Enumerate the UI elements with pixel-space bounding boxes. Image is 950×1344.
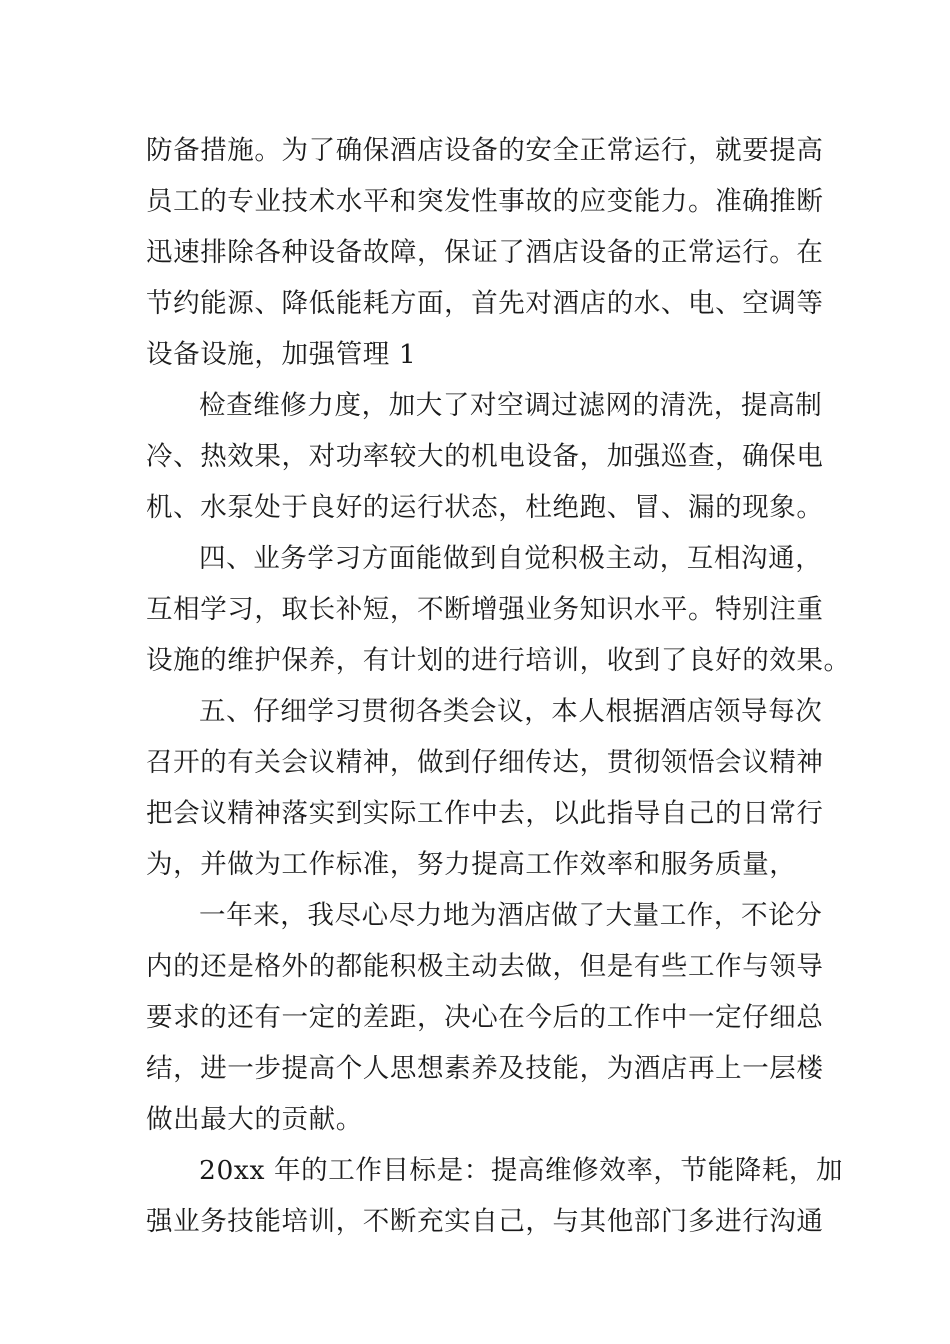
paragraph-start-line: 20xx 年的工作目标是：提高维修效率，节能降耗，加 [199,1155,844,1186]
text-line: 节约能源、降低能耗方面，首先对酒店的水、电、空调等 [146,288,824,319]
text-line: 内的还是格外的都能积极主动去做，但是有些工作与领导 [146,951,824,982]
text-line: 结，进一步提高个人思想素养及技能，为酒店再上一层楼 [146,1053,824,1084]
text-line: 冷、热效果，对功率较大的机电设备，加强巡查，确保电 [146,441,824,472]
paragraph-start-line: 五、仔细学习贯彻各类会议，本人根据酒店领导每次 [199,696,823,727]
paragraph-start-line: 一年来，我尽心尽力地为酒店做了大量工作，不论分 [199,900,823,931]
text-line: 要求的还有一定的差距，决心在今后的工作中一定仔细总 [146,1002,824,1033]
text-line: 机、水泵处于良好的运行状态，杜绝跑、冒、漏的现象。 [146,492,824,523]
text-line: 为，并做为工作标准，努力提高工作效率和服务质量， [146,849,797,880]
text-line: 强业务技能培训，不断充实自己，与其他部门多进行沟通 [146,1206,824,1237]
paragraph-start-line: 四、业务学习方面能做到自觉积极主动，互相沟通， [199,543,823,574]
paragraph-start-line: 检查维修力度，加大了对空调过滤网的清洗，提高制 [199,390,823,421]
text-line: 召开的有关会议精神，做到仔细传达，贯彻领悟会议精神 [146,747,824,778]
text-line: 设备设施，加强管理 1 [146,339,417,370]
text-line: 员工的专业技术水平和突发性事故的应变能力。准确推断 [146,186,824,217]
text-line: 把会议精神落实到实际工作中去，以此指导自己的日常行 [146,798,824,829]
text-line: 做出最大的贡献。 [146,1104,363,1135]
text-line: 设施的维护保养，有计划的进行培训，收到了良好的效果。 [146,645,851,676]
text-line: 防备措施。为了确保酒店设备的安全正常运行，就要提高 [146,135,824,166]
text-line: 迅速排除各种设备故障，保证了酒店设备的正常运行。在 [146,237,824,268]
text-line: 互相学习，取长补短，不断增强业务知识水平。特别注重 [146,594,824,625]
